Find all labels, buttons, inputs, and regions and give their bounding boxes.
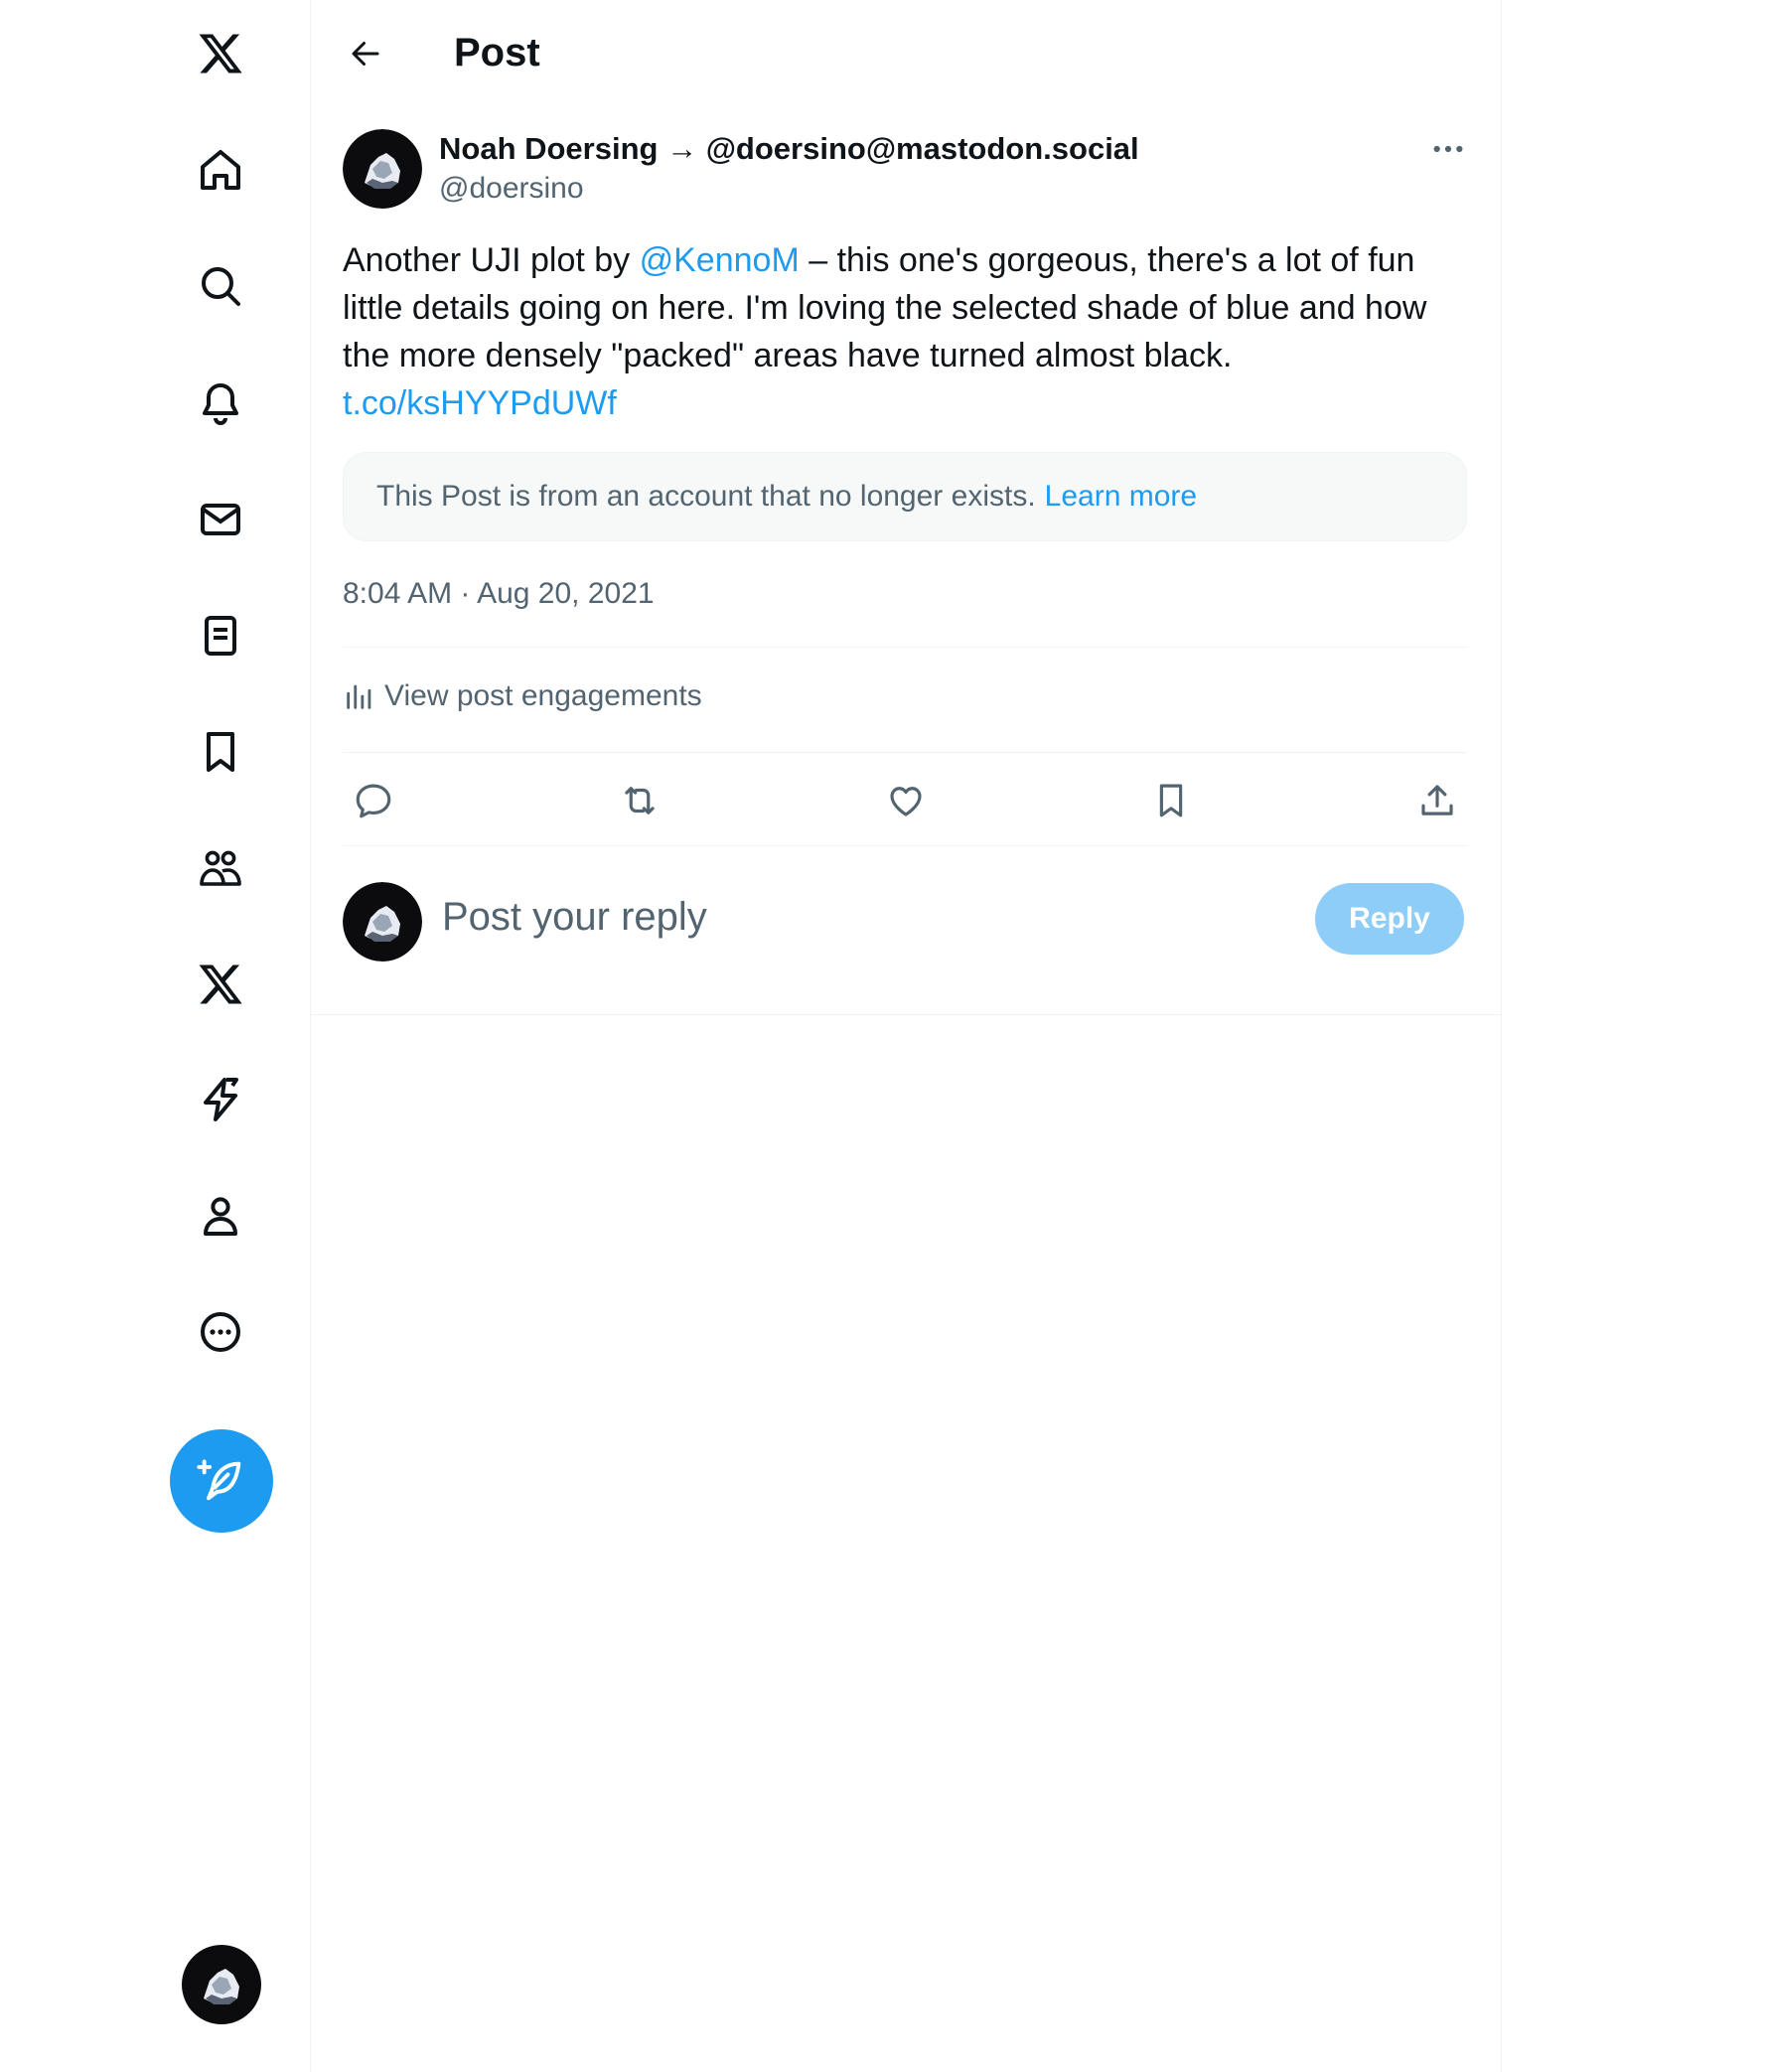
post-text-part2: – this one's gorgeous, there's a lot of fun little details going on here. I'm loving the selected shade of blue and how the more densely "packed" areas have turned almost black. — [343, 241, 1427, 374]
reply-user-avatar — [343, 882, 422, 962]
view-engagements-link[interactable] — [343, 679, 702, 713]
sidebar-nav — [0, 0, 310, 2072]
reply-input[interactable]: Post your reply — [442, 895, 707, 939]
page-header — [311, 0, 1501, 105]
compose-post-button[interactable] — [170, 1429, 273, 1533]
messages-mail-icon[interactable] — [171, 470, 270, 569]
divider — [343, 752, 1467, 753]
share-action-button[interactable] — [1409, 773, 1465, 828]
page-title: Post — [454, 31, 540, 74]
post-more-options-button[interactable] — [1423, 129, 1473, 169]
bolt-svg — [197, 1076, 244, 1123]
x-logo-icon[interactable] — [171, 4, 270, 103]
profile-person-icon[interactable] — [171, 1166, 270, 1265]
back-button[interactable] — [336, 24, 395, 83]
more-circle-icon[interactable] — [171, 1282, 270, 1382]
home-icon[interactable] — [171, 120, 270, 220]
like-action-button[interactable] — [878, 773, 934, 828]
communities-svg — [197, 844, 244, 892]
repost-arrows-icon — [619, 780, 661, 821]
view-engagements-label: View post engagements — [384, 679, 702, 712]
author-name[interactable]: Noah Doersing → @doersino@mastodon.social — [439, 131, 1139, 166]
notice-text: This Post is from an account that no longer exists. — [376, 480, 1036, 513]
more-circle-svg — [197, 1308, 244, 1356]
post-text — [343, 236, 1475, 427]
divider — [343, 845, 1467, 846]
communities-icon[interactable] — [171, 818, 270, 918]
repost-action-button[interactable] — [612, 773, 667, 828]
account-avatar-image — [182, 1945, 261, 2024]
compose-feather-plus-icon — [196, 1455, 247, 1507]
bookmark-action-button[interactable] — [1143, 773, 1199, 828]
search-svg — [197, 262, 244, 310]
reply-action-button[interactable] — [346, 773, 401, 828]
search-icon[interactable] — [171, 236, 270, 336]
premium-x-svg — [197, 961, 244, 1008]
home-svg — [197, 146, 244, 194]
reply-section-border — [311, 1014, 1501, 1015]
learn-more-link[interactable]: Learn more — [1044, 480, 1198, 513]
bell-svg — [197, 379, 244, 427]
author-avatar-image — [343, 129, 422, 209]
main-column — [310, 0, 1502, 2072]
lists-svg — [197, 612, 244, 660]
mail-svg — [197, 496, 244, 543]
bookmarks-icon[interactable] — [171, 702, 270, 802]
account-avatar[interactable] — [182, 1945, 261, 2024]
premium-x-icon[interactable] — [171, 935, 270, 1034]
lists-icon[interactable] — [171, 586, 270, 685]
bookmark-icon — [1150, 780, 1192, 821]
divider — [343, 647, 1467, 648]
more-horizontal-icon — [1431, 143, 1465, 155]
analytics-bars-icon — [343, 679, 376, 713]
post-timestamp[interactable]: 8:04 AM · Aug 20, 2021 — [343, 577, 655, 610]
x-logo-svg — [197, 30, 244, 77]
share-upload-icon — [1416, 780, 1458, 821]
post-text-part1: Another UJI plot by — [343, 241, 640, 279]
bookmark-svg — [197, 728, 244, 776]
author-handle[interactable]: @doersino — [439, 172, 584, 205]
deleted-account-notice — [343, 452, 1467, 541]
arrow-left-icon — [348, 36, 383, 72]
mention-link[interactable]: @KennoM — [639, 241, 800, 279]
verified-orgs-bolt-icon[interactable] — [171, 1050, 270, 1149]
notifications-bell-icon[interactable] — [171, 354, 270, 453]
person-svg — [197, 1192, 244, 1240]
heart-icon — [885, 780, 927, 821]
reply-user-avatar-image — [343, 882, 422, 962]
author-avatar[interactable] — [343, 129, 422, 209]
reply-submit-button[interactable]: Reply — [1315, 883, 1464, 955]
post-url-link[interactable]: t.co/ksHYYPdUWf — [343, 384, 617, 422]
reply-bubble-icon — [353, 780, 394, 821]
